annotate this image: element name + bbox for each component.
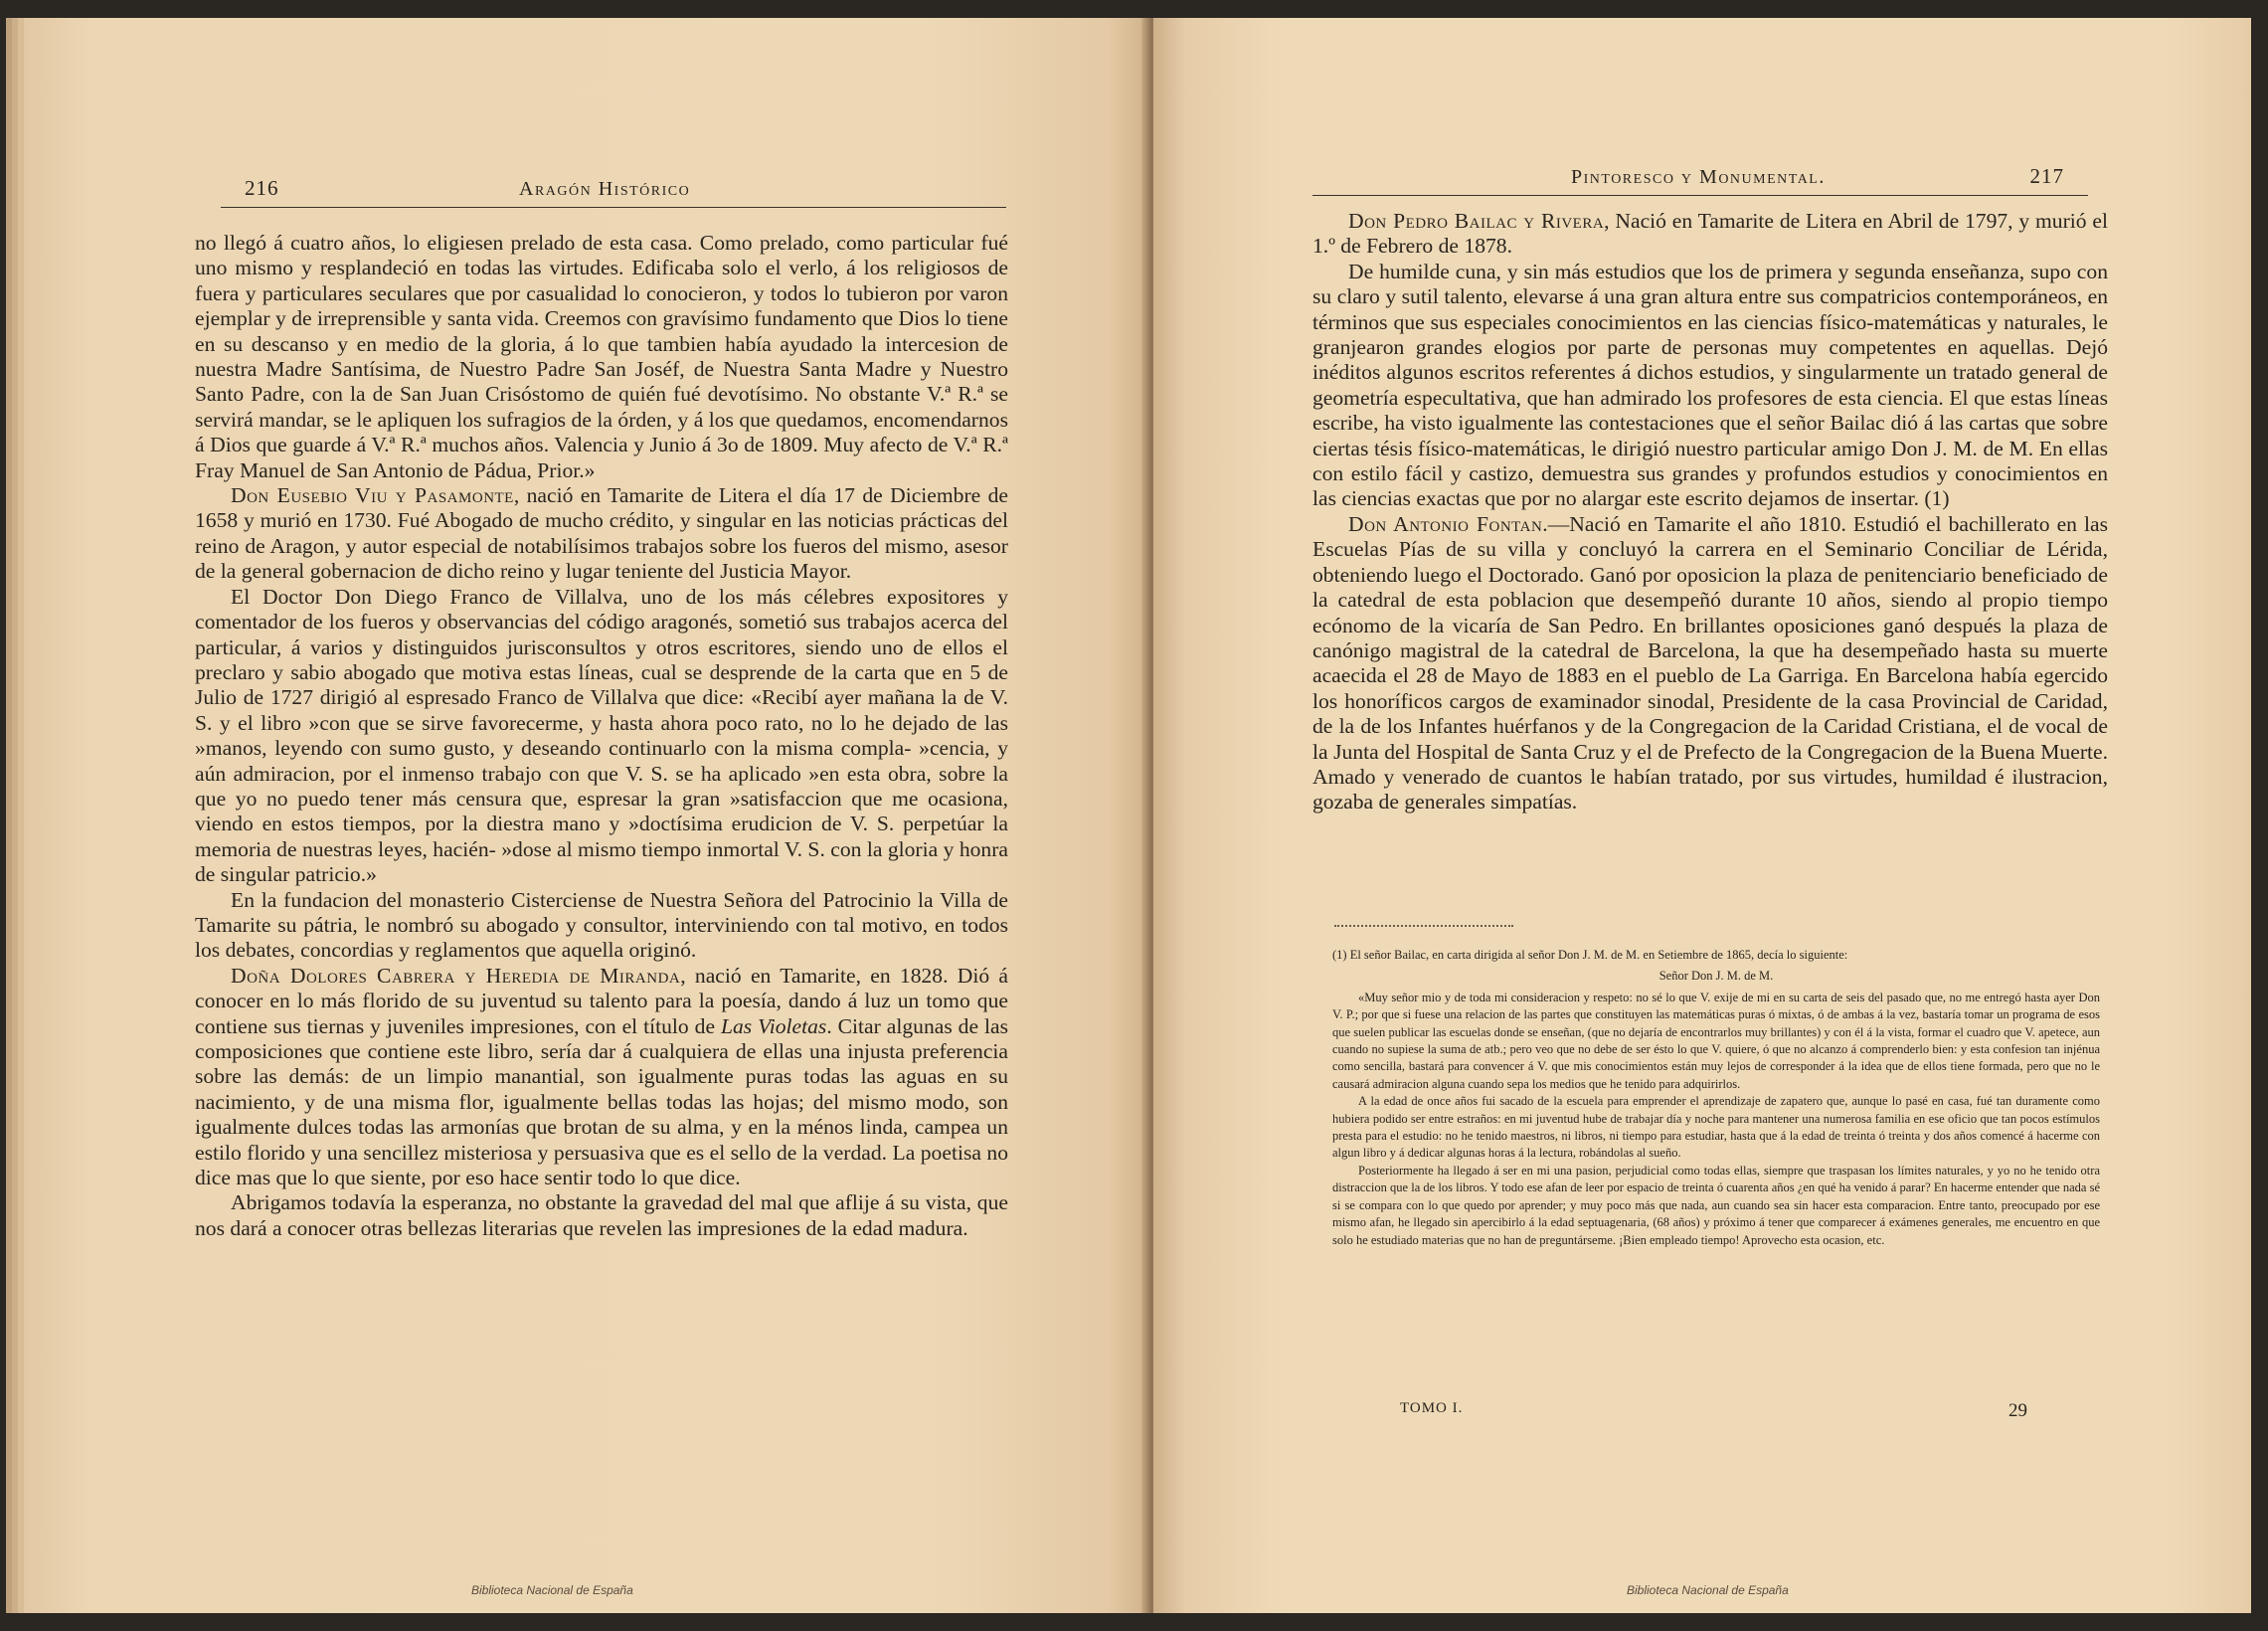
left-running-title: Aragón Histórico (519, 178, 691, 200)
text-run: El Doctor Don Diego Franco de Villalva, uno de los más célebres expositores y comentador de los fueros y observancias del código aragonés, sometió sus trabajos acerca del particular, á varios y distinguidos jurisconsultos y otros escritores, siendo uno de ellos el preclaro y sabio abogado que motiva estas líneas, cual se desprende de la carta que en 5 de Julio de 1727 dirigió al espresado Franco de Villalva que dice: «Recibí ayer mañana la de V. S. y el libro »con que se sirve favorecerme, y hasta ahora poco rato, no lo he dejado de las »manos, leyendo con sumo gusto, y deseando continuarlo con la misma compla- »cencia, y aún admiracion, por el inmenso trabajo con que V. S. se ha aplicado »en esta obra, sobre la que yo no puedo tener más censura que, espresar la gran »satisfaccion que me ocasiona, viendo en estos tiempos, por la diestra mano y »doctísima erudicion de V. S. perpetúar la memoria de nuestras leyes, hacién- »dose al mismo tiempo inmortal V. S. con la gloria y honra de singular patricio.» (195, 584, 1008, 887)
left-body-text (195, 231, 1008, 1241)
left-paragraph (195, 483, 1008, 585)
right-paragraph (1312, 260, 2108, 512)
footnote-block (1332, 947, 2100, 1249)
footnote-paragraph: A la edad de once años fui sacado de la escuela para emprender el aprendizaje de zapatero que, aunque lo pasé en casa, fué tan duramente como hubiera podido ser entre estraños: en mi juventud hube de trabajar día y noche para mantener una numerosa familia en ese oficio que tan pocos estímulos presta para el estudio: no he tenido maestros, ni libros, ni tiempo para estudiar, hasta que á la edad de treinta ó treinta y dos años comencé á hacerme con algun libro y á dedicar algunas horas á la lectura, robándolas al sueño. (1332, 1094, 2100, 1161)
right-paragraph (1312, 209, 2108, 260)
text-run: .—Nació en Tamarite el año 1810. Estudió el bachillerato en las Escuelas Pías de su villa y concluyó la carrera en el Seminario Conciliar de Lérida, obteniendo luego el Doctorado. Ganó por oposicion la plaza de penitenciario beneficiado de la catedral de esta poblacion que desempeñó durante 10 años, siendo al propio tiempo ecónomo de la vicaría de San Pedro. En brillantes oposiciones ganó después la plaza de canónigo magistral de la catedral de Barcelona, la que ha desempeñado hasta su muerte acaecida el 28 de Mayo de 1883 en el pueblo de La Garriga. En Barcelona había egercido los honoríficos cargos de examinador sinodal, Presidente de la casa Provincial de Caridad, de la de los Infantes huérfanos y de la Congregacion de la Caridad Cristiana, el de vocal de la Junta del Hospital de Santa Cruz y el de Prefecto de la Congregacion de la Buena Muerte. Amado y venerado de cuantos le habían tratado, por sus virtudes, humildad é ilustracion, gozaba de generales simpatías. (1312, 511, 2108, 815)
left-paragraph (195, 585, 1008, 888)
left-running-head (221, 163, 1006, 208)
signature-label: TOMO I. (1400, 1400, 1464, 1416)
left-paragraph (195, 231, 1008, 483)
right-library-watermark: Biblioteca Nacional de España (1627, 1583, 1789, 1597)
left-paragraph (195, 1190, 1008, 1241)
person-name: Don Antonio Fontan (1348, 511, 1543, 536)
right-page-number: 217 (2029, 164, 2064, 188)
right-page (1153, 18, 2251, 1613)
text-run: En la fundacion del monasterio Cisterciense de Nuestra Señora del Patrocinio la Villa de Tamarite su pátria, le nombró su abogado y consultor, interviniendo con tal motivo, en todos los debates, concordias y reglamentos que aquella originó. (195, 887, 1008, 963)
left-paragraph (195, 888, 1008, 964)
text-run: . Citar algunas de las composiciones que contiene este libro, sería dar á cualquiera de ellas una injusta preferencia sobre las demás: de un limpio manantial, son igualmente puras todas las aguas en su nacimiento, y de una misma flor, igualmente bellas todas las hojas; del mismo modo, son igualmente dulces todas las armonías que brotan de su alma, y en la ménos linda, campea un estilo florido y una sencillez misteriosa y persuasiva que es el sello de la verdad. La poetisa no dice mas que lo que siente, por eso hace sentir todo lo que dice. (195, 1013, 1008, 1190)
text-run: , nació en Tamarite, en 1828. Dió á conocer en lo más florido de su juventud su talento para la poesía, dando á luz un tomo que contiene sus tiernas y juveniles impresiones, con el título de (195, 963, 1008, 1038)
right-paragraph (1312, 512, 2108, 816)
person-name: Doña Dolores Cabrera y Heredia de Miranda (231, 963, 681, 988)
person-name: Don Eusebio Viu y Pasamonte (231, 483, 514, 508)
text-run: , Nació en Tamarite de Litera en Abril de 1797, y murió el 1.º de Febrero de 1878. (1312, 209, 2108, 259)
right-body-text (1312, 209, 2108, 816)
footnote-paragraph: «Muy señor mio y de toda mi consideracion y respeto: no sé lo que V. exije de mi en su carta de seis del pasado que, no me entregó hasta ayer Don V. P.; por que si fuese una relacion de las partes que constituyen las matemáticas puras ó mixtas, ó de ambas á la vez, bastaría tomar un programa de esos que suelen publicar las escuelas donde se enseñan, (que no dejaría de encontrarlos muy brillantes) y con él á la vista, formar el cuadro que V. apetece, aun cuando no supiese la suma de atb.; pero veo que no debe de ser ésto lo que V. quiere, ó que no alcanzo á comprenderlo bien: y esta confesion tan injénua como sencilla, bastará para convencer á V. que mis conocimientos están muy lejos de corresponder á la idea que de ellos tiene formada, pero que no le causará admiracion alguna cuando sepa los medios que he tenido para adquirirlos. (1332, 990, 2100, 1091)
left-library-watermark: Biblioteca Nacional de España (471, 1583, 633, 1597)
footnote-rule (1334, 925, 1513, 927)
right-running-title: Pintoresco y Monumental. (1571, 166, 1826, 188)
book-title: Las Violetas (720, 1013, 827, 1038)
right-running-head (1312, 151, 2088, 196)
person-name: Don Pedro Bailac y Rivera (1348, 209, 1605, 233)
left-page-number: 216 (245, 176, 279, 200)
footnote-intro: (1) El señor Bailac, en carta dirigida al señor Don J. M. de M. en Setiembre de 1865, decía lo siguiente: (1332, 948, 1848, 962)
text-run: De humilde cuna, y sin más estudios que los de primera y segunda enseñanza, supo con su claro y sutil talento, elevarse á una gran altura entre sus compatricios contemporáneos, en términos que sus especiales conocimientos en las ciencias físico-matemáticas y naturales, le granjearon grandes elogios por parte de personas muy competentes en aquellas. Dejó inéditos algunos escritos referentes á dichos estudios, y singularmente un tratado general de geometría especultativa, que han admirado los profesores de esta ciencia. El que estas líneas escribe, ha visto igualmente las contestaciones que el señor Bailac dió á las cartas que sobre ciertas tésis físico-matemáticas, le dirigió nuestro particular amigo Don J. M. de M. En ellas con estilo fácil y castizo, demuestra sus grandes y profundos estudios y conocimientos en las ciencias exactas que por no alargar este escrito dejamos de insertar. (1) (1312, 259, 2108, 511)
footnote-paragraph: Posteriormente ha llegado á ser en mi una pasion, perjudicial como todas ellas, siempre que traspasan los límites naturales, y yo no he tenido otra distraccion que la de los libros. Y todo ese afan de leer por espacio de treinta ó cuarenta años ¿en qué ha venido á parar? En hacerme entender que nada sé si se compara con lo que quedo por aprender; y muy poco más que nada, aun cuando sea sin hacer esta comparacion. Entre tanto, preocupado por ese mismo afan, he llegado sin apercibirlo á la edad septuagenaria, (68 años) y próximo á tener que comparecer á exámenes generales, me encuentro en que solo he estudiado materias que no han de preguntárseme. ¡Bien empleado tiempo! Aprovecho esta ocasion, etc. (1332, 1163, 2100, 1247)
text-run: Abrigamos todavía la esperanza, no obstante la gravedad del mal que aflije á su vista, que nos dará a conocer otras bellezas literarias que revelen las impresiones de la edad madura. (195, 1190, 1008, 1240)
left-paragraph (195, 964, 1008, 1191)
text-run: , nació en Tamarite de Litera el día 17 de Diciembre de 1658 y murió en 1730. Fué Abogado de mucho crédito, y singular en las noticias prácticas del reino de Aragon, y autor especial de notabilísimos trabajos sobre los fueros del mismo, asesor de la general gobernacion de dicho reino y lugar teniente del Justicia Mayor. (195, 483, 1008, 584)
signature-number: 29 (2008, 1400, 2027, 1421)
text-run: no llegó á cuatro años, lo eligiesen prelado de esta casa. Como prelado, como particular fué uno mismo y resplandeció en todas las virtudes. Edificaba solo el verlo, á los religiosos de fuera y particulares seculares que por casualidad lo conocieron, y todos lo tubieron por varon ejemplar y de irreprensible y santa vida. Creemos con gravísimo fundamento que Dios lo tiene en su descanso y en medio de la gloria, á lo que tambien había ayudado la intercesion de nuestra Madre Santísima, de Nuestro Padre San Joséf, de Nuestra Santa Madre y Nuestro Santo Padre, con la de San Juan Crisóstomo de quién fué devotísimo. No obstante V.ª R.ª se servirá mandar, se le apliquen los sufragios de la órden, y á los que quedamos, encomendarnos á Dios que guarde á V.ª R.ª muchos años. Valencia y Junio á 3o de 1809. Muy afecto de V.ª R.ª Fray Manuel de San Antonio de Pádua, Prior.» (195, 231, 1008, 482)
footnote-salutation: Señor Don J. M. de M. (1658, 969, 1774, 984)
left-page (24, 18, 1153, 1613)
